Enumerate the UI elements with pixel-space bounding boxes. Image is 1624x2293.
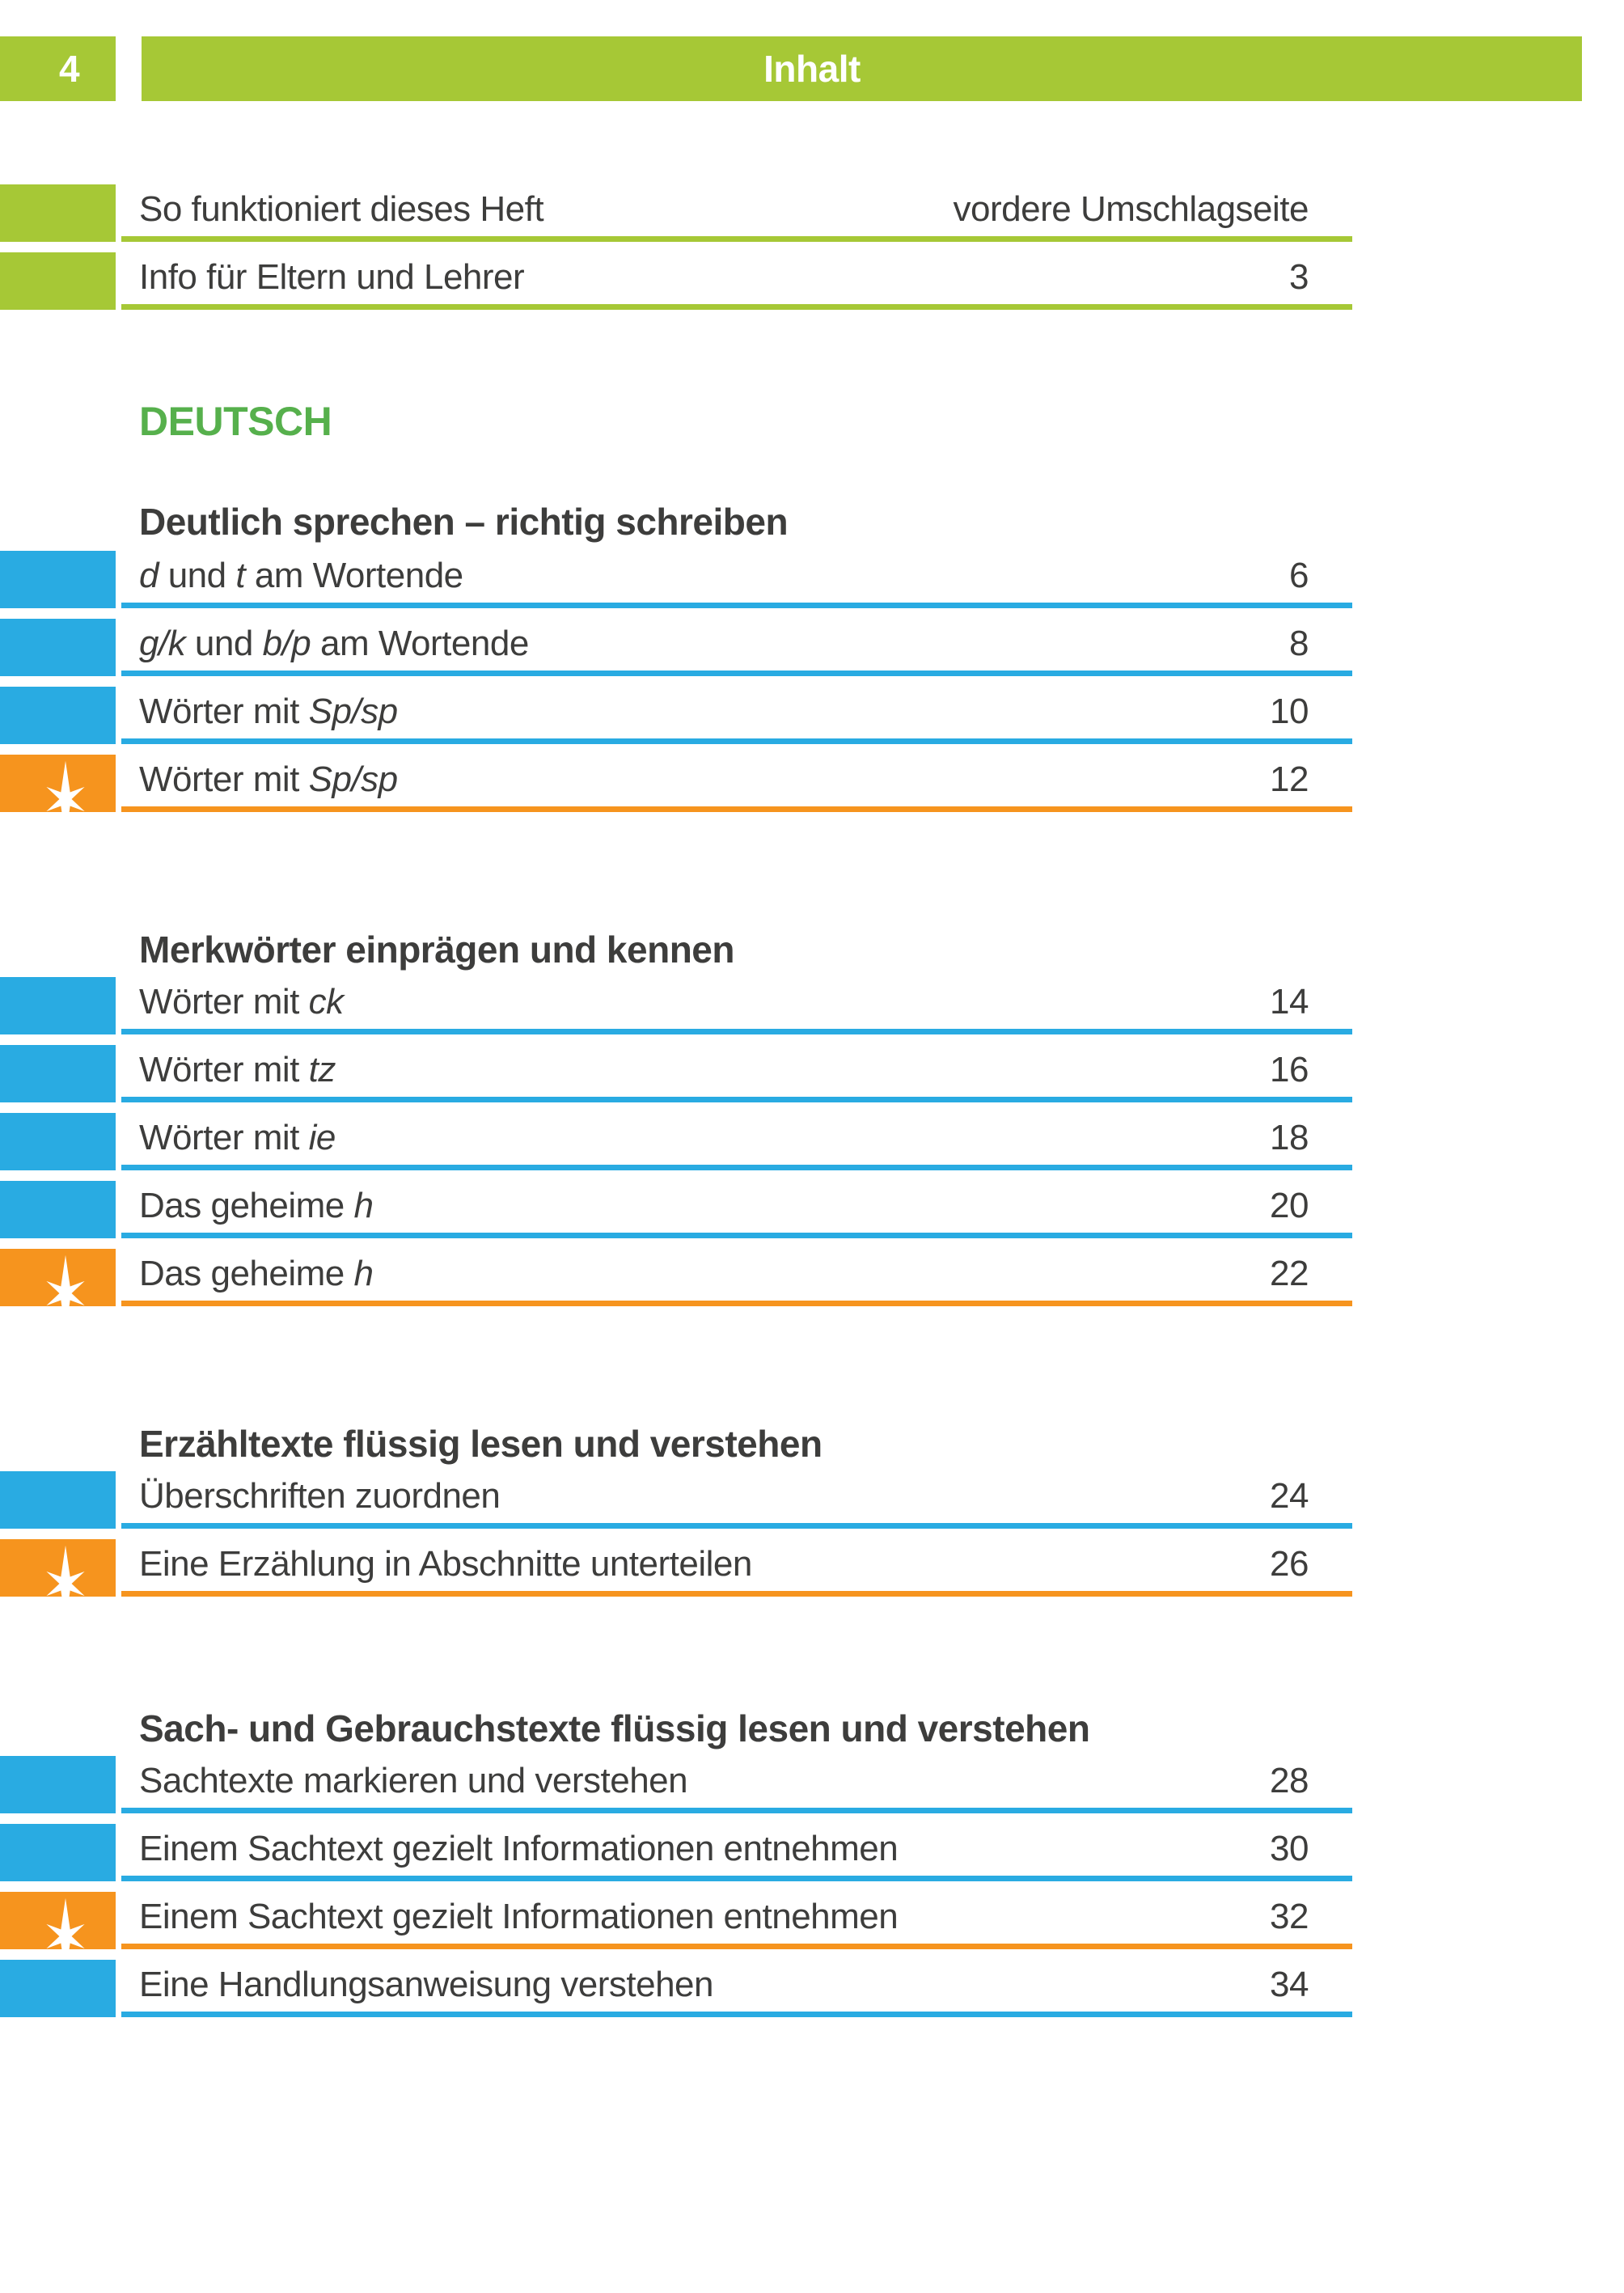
row-label: So funktioniert dieses Heft	[139, 189, 544, 229]
row-color-tab	[0, 252, 116, 310]
row-underline	[121, 603, 1352, 608]
row-underline	[121, 304, 1352, 310]
toc-row	[0, 551, 1352, 608]
toc-row	[0, 687, 1352, 744]
row-color-tab	[0, 1824, 116, 1881]
row-color-tab	[0, 184, 116, 242]
row-page-number: 20	[1270, 1186, 1309, 1225]
section-heading: Erzähltexte flüssig lesen und verstehen	[139, 1423, 823, 1465]
row-label: Wörter mit Sp/sp	[139, 692, 398, 731]
toc-row	[0, 977, 1352, 1034]
row-page-number: 18	[1270, 1118, 1309, 1157]
row-page-number: 34	[1270, 1965, 1309, 2004]
row-page-number: 6	[1289, 556, 1309, 595]
row-color-tab	[0, 1892, 116, 1949]
star-icon	[42, 757, 89, 841]
toc-row	[0, 1249, 1352, 1306]
row-color-tab	[0, 551, 116, 608]
row-page-number: 32	[1270, 1897, 1309, 1936]
row-label: Eine Erzählung in Abschnitte unterteilen	[139, 1544, 752, 1584]
toc-row	[0, 1045, 1352, 1102]
row-underline	[121, 1165, 1352, 1170]
row-page-number: 10	[1270, 692, 1309, 731]
row-label: Das geheime h	[139, 1186, 374, 1225]
row-underline	[121, 1944, 1352, 1949]
row-color-tab	[0, 1756, 116, 1813]
row-color-tab	[0, 1249, 116, 1306]
row-underline	[121, 1233, 1352, 1238]
row-color-tab	[0, 1960, 116, 2017]
toc-row	[0, 252, 1352, 310]
page-title: Inhalt	[763, 48, 861, 90]
row-label: Info für Eltern und Lehrer	[139, 257, 525, 297]
toc-row	[0, 1892, 1352, 1949]
row-underline	[121, 1808, 1352, 1813]
row-underline	[121, 1591, 1352, 1597]
row-underline	[121, 2012, 1352, 2017]
row-color-tab	[0, 619, 116, 676]
row-underline	[121, 806, 1352, 812]
row-underline	[121, 671, 1352, 676]
toc-row	[0, 1960, 1352, 2017]
row-label: Wörter mit Sp/sp	[139, 759, 398, 799]
section-heading: Deutlich sprechen – richtig schreiben	[139, 501, 789, 543]
row-page-number: 30	[1270, 1829, 1309, 1868]
toc-row	[0, 1539, 1352, 1597]
toc-row	[0, 1181, 1352, 1238]
star-icon	[42, 1542, 89, 1626]
row-label: Einem Sachtext gezielt Informationen entnehmen	[139, 1829, 899, 1868]
row-label: g/k und b/p am Wortende	[139, 624, 529, 663]
toc-row	[0, 1824, 1352, 1881]
subject-heading: DEUTSCH	[139, 399, 332, 444]
row-underline	[121, 1523, 1352, 1529]
row-page-number: 14	[1270, 982, 1309, 1022]
row-label: Überschriften zuordnen	[139, 1476, 501, 1516]
row-color-tab	[0, 1181, 116, 1238]
row-label: Sachtexte markieren und verstehen	[139, 1761, 688, 1800]
toc-row	[0, 619, 1352, 676]
row-label: Einem Sachtext gezielt Informationen entnehmen	[139, 1897, 899, 1936]
row-page-number: 16	[1270, 1050, 1309, 1089]
toc-row	[0, 1113, 1352, 1170]
row-underline	[121, 236, 1352, 242]
row-label: Wörter mit ie	[139, 1118, 336, 1157]
row-page-number: 22	[1270, 1254, 1309, 1293]
row-label: d und t am Wortende	[139, 556, 463, 595]
section-heading: Merkwörter einprägen und kennen	[139, 929, 734, 971]
row-page-number: 8	[1289, 624, 1309, 663]
star-icon	[42, 1251, 89, 1335]
row-color-tab	[0, 1539, 116, 1597]
row-page-number: 24	[1270, 1476, 1309, 1516]
row-label: Wörter mit ck	[139, 982, 344, 1022]
row-underline	[121, 1029, 1352, 1034]
row-underline	[121, 738, 1352, 744]
toc-row	[0, 184, 1352, 242]
row-color-tab	[0, 687, 116, 744]
row-page-number: 26	[1270, 1544, 1309, 1584]
row-page-number: 12	[1270, 759, 1309, 799]
section-heading: Sach- und Gebrauchstexte flüssig lesen und verstehen	[139, 1707, 1090, 1749]
row-color-tab	[0, 1471, 116, 1529]
row-label: Wörter mit tz	[139, 1050, 336, 1089]
row-label: Das geheime h	[139, 1254, 374, 1293]
toc-row	[0, 1756, 1352, 1813]
row-page-number: 3	[1289, 257, 1309, 297]
row-underline	[121, 1097, 1352, 1102]
row-underline	[121, 1876, 1352, 1881]
row-label: Eine Handlungsanweisung verstehen	[139, 1965, 713, 2004]
row-color-tab	[0, 755, 116, 812]
row-color-tab	[0, 1045, 116, 1102]
row-page-number: 28	[1270, 1761, 1309, 1800]
row-color-tab	[0, 1113, 116, 1170]
toc-row	[0, 1471, 1352, 1529]
row-page-number: vordere Umschlagseite	[953, 189, 1309, 229]
toc-row	[0, 755, 1352, 812]
row-color-tab	[0, 977, 116, 1034]
row-underline	[121, 1301, 1352, 1306]
page-number: 4	[58, 48, 80, 90]
